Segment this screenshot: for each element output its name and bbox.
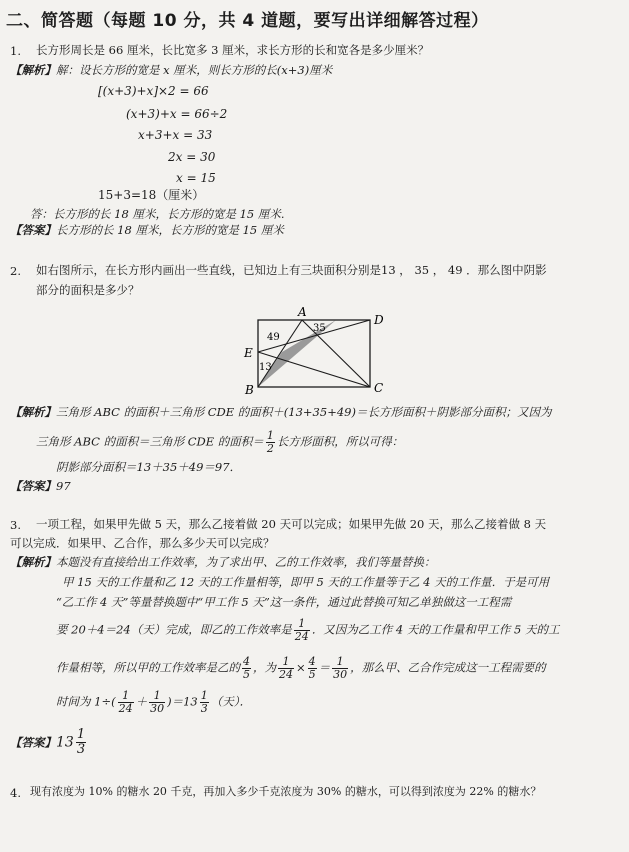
fraction-4-5 [242, 656, 251, 681]
frac-den: 30 [333, 668, 348, 681]
fraction-1-24 [294, 618, 310, 643]
fraction-1-30 [149, 690, 165, 715]
q2-analysis-line1 [10, 404, 551, 420]
q1-answer-tag: 【答案】 [10, 223, 56, 237]
fraction-1-3 [76, 728, 86, 757]
q1-step-6: 15+3=18（厘米） [98, 188, 205, 202]
q3-answer-tag: 【答案】 [10, 735, 56, 750]
q3-analysis-l5b: ，为 [253, 660, 276, 675]
area-13: 13 [259, 362, 272, 373]
q2-question-line1: 如右图所示，在长方形内画出一些直线，已知边上有三块面积分别是13 ， 35 ， 49 ．那么图中阴影 [36, 263, 547, 277]
frac-den: 24 [279, 668, 293, 681]
q1-answer-text: 长方形的长 18 厘米，长方形的宽是 15 厘米 [56, 223, 284, 237]
frac-num: 1 [76, 727, 86, 742]
q3-analysis-l6b: )＝13 [167, 694, 198, 709]
frac-num: 1 [149, 690, 165, 703]
label-b: B [245, 383, 254, 397]
q1-number: 1. [10, 44, 21, 58]
fraction-1-30 [332, 656, 348, 681]
equals-sign: ＝ [318, 660, 331, 675]
fraction-4-5 [308, 656, 317, 681]
label-e: E [244, 346, 253, 360]
frac-num: 1 [266, 429, 274, 442]
area-49: 49 [267, 332, 280, 343]
frac-den: 24 [118, 702, 133, 715]
q1-analysis [10, 62, 332, 78]
q1-step-1: [(x+3)+x]×2 = 66 [98, 84, 209, 98]
q1-conclusion: 答：长方形的长 18 厘米，长方形的宽是 15 厘米. [30, 207, 285, 221]
frac-num: 4 [243, 655, 250, 668]
label-a: A [298, 305, 307, 319]
q2-analysis-line2 [36, 430, 403, 455]
q3-analysis-line1 [10, 554, 436, 570]
frac-num: 1 [294, 618, 310, 631]
q3-analysis-tag: 【解析】 [10, 555, 56, 569]
q2-answer-text: 97 [56, 479, 71, 493]
fraction-1-3 [200, 690, 209, 715]
q1-step-3: x+3+x = 33 [138, 128, 213, 142]
q2-figure [236, 300, 396, 400]
q3-analysis-l5c: ，那么甲、乙合作完成这一工程需要的 [350, 660, 546, 675]
q3-analysis-line3: “乙工作 4 天”等量替换题中“甲工作 5 天”这一条件，通过此替换可知乙单独做这一工程需 [56, 595, 512, 609]
q2-number: 2. [10, 264, 21, 278]
frac-num: 1 [278, 656, 294, 669]
q2-answer-tag: 【答案】 [10, 479, 56, 493]
q4-question: 现有浓度为 10% 的糖水 20 千克，再加入多少千克浓度为 30% 的糖水，可以得到浓度为 22% 的糖水？ [30, 785, 542, 798]
frac-den: 30 [150, 702, 165, 715]
q3-analysis-l6c: （天）． [210, 694, 251, 709]
q3-answer [10, 728, 88, 757]
label-d: D [374, 313, 384, 327]
q2-analysis-line3: 阴影部分面积＝13＋35＋49＝97． [56, 460, 242, 474]
frac-num: 1 [118, 690, 134, 703]
frac-num: 1 [332, 656, 348, 669]
frac-den: 5 [243, 668, 250, 681]
q3-analysis-line2: 甲 15 天的工作量和乙 12 天的工作量相等，即甲 5 天的工作量等于乙 4 天的工作量．于是可用 [62, 575, 550, 589]
times-sign: × [296, 660, 306, 675]
q3-question-line2: 可以完成．如果甲、乙合作，那么多少天可以完成？ [10, 536, 275, 550]
q2-question-line2: 部分的面积是多少？ [36, 283, 140, 297]
q1-step-4: 2x = 30 [168, 150, 216, 164]
q3-analysis-line6 [56, 690, 251, 715]
q3-analysis-l5a: 作量相等，所以甲的工作效率是乙的 [56, 660, 240, 675]
q4-number: 4. [10, 786, 21, 800]
area-35: 35 [313, 323, 326, 334]
q1-analysis-intro: 解：设长方形的宽是 x 厘米，则长方形的长(x+3)厘米 [56, 63, 333, 77]
q2-answer [10, 478, 71, 494]
q3-analysis-l1: 本题没有直接给出工作效率，为了求出甲、乙的工作效率，我们等量替换： [56, 555, 436, 569]
q2-analysis-l2a: 三角形 ABC 的面积＝三角形 CDE 的面积＝ [36, 434, 264, 449]
q2-analysis-l2b: 长方形面积，所以可得： [276, 434, 404, 449]
frac-num: 4 [308, 655, 316, 668]
fraction-one-half [266, 430, 275, 455]
frac-den: 5 [308, 668, 316, 681]
q3-analysis-line4 [56, 618, 560, 643]
q3-analysis-l6a: 时间为 1÷( [56, 694, 116, 709]
frac-num: 1 [200, 689, 208, 702]
section-title: 二、简答题（每题 10 分，共 4 道题，要写出详细解答过程） [6, 11, 489, 31]
q3-analysis-l4b: ．又因为乙工作 4 天的工作量和甲工作 5 天的工 [311, 622, 560, 637]
q3-analysis-l4a: 要 20＋4＝24（天）完成，即乙的工作效率是 [56, 622, 292, 637]
q1-question: 长方形周长是 66 厘米，长比宽多 3 厘米，求长方形的长和宽各是多少厘米？ [36, 43, 430, 57]
q1-step-5: x = 15 [176, 171, 216, 185]
q3-analysis-line5 [56, 656, 546, 681]
q2-analysis-tag: 【解析】 [10, 405, 56, 419]
plus-sign: ＋ [135, 694, 148, 709]
label-c: C [374, 381, 384, 395]
q3-answer-whole: 13 [56, 734, 74, 751]
frac-den: 3 [76, 742, 86, 757]
frac-den: 3 [200, 702, 208, 715]
frac-den: 2 [266, 442, 274, 455]
q3-question-line1: 一项工程，如果甲先做 5 天，那么乙接着做 20 天可以完成；如果甲先做 20 天，那么乙接着做 8 天 [36, 517, 547, 531]
fraction-1-24 [118, 690, 134, 715]
frac-den: 24 [294, 630, 309, 643]
q2-analysis-l1: 三角形 ABC 的面积＋三角形 CDE 的面积＋(13+35+49)＝长方形面积＋阴影部分面积；又因为 [56, 405, 552, 419]
q1-step-2: (x+3)+x = 66÷2 [126, 107, 228, 121]
q3-number: 3. [10, 518, 21, 532]
fraction-1-24 [278, 656, 294, 681]
q1-answer [10, 222, 284, 238]
q1-analysis-tag: 【解析】 [10, 63, 56, 77]
